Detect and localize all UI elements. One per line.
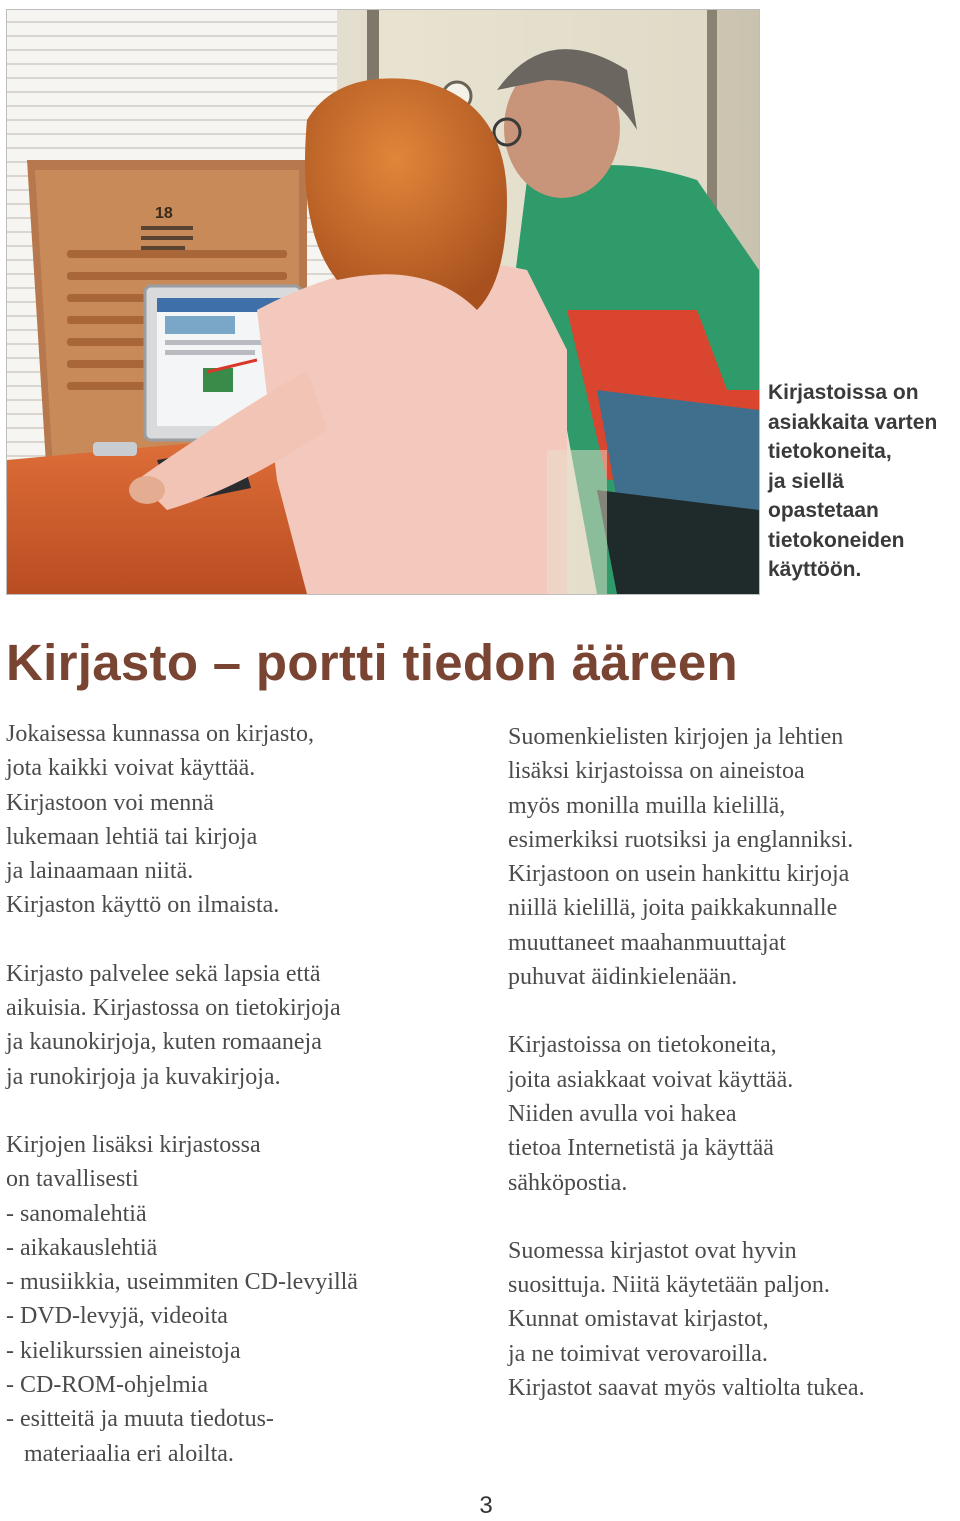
text-line: Kirjasto palvelee sekä lapsia että: [6, 960, 321, 987]
mouse-device: [93, 442, 137, 456]
text-line: esimerkiksi ruotsiksi ja englanniksi.: [508, 826, 854, 853]
text-line: Kirjojen lisäksi kirjastossa: [6, 1131, 261, 1158]
text-line: Suomessa kirjastot ovat hyvin: [508, 1237, 797, 1264]
text-line: puhuvat äidinkielenään.: [508, 964, 738, 991]
text-line: suosittuja. Niitä käytetään paljon.: [508, 1272, 830, 1299]
text-line: muuttaneet maahanmuuttajat: [508, 929, 786, 956]
text-line: lisäksi kirjastoissa on aineistoa: [508, 758, 805, 785]
photo-illustration: [7, 10, 759, 594]
page-number: 3: [479, 1492, 493, 1519]
text-line: jota kaikki voivat käyttää.: [6, 755, 256, 782]
text-line: tietoa Internetistä ja käyttää: [508, 1135, 774, 1162]
list-item: - esitteitä ja muuta tiedotus-: [6, 1406, 274, 1433]
page-heading: Kirjasto – portti tiedon ääreen: [6, 634, 738, 691]
text-line: Jokaisessa kunnassa on kirjasto,: [6, 721, 314, 747]
right-column: [508, 720, 948, 1439]
text-line: myös monilla muilla kielillä,: [508, 792, 786, 819]
list-item: - kielikurssien aineistoja: [6, 1337, 241, 1364]
paragraph-intro: [6, 717, 476, 923]
list-item-continuation: materiaalia eri aloilta.: [24, 1440, 234, 1467]
text-line: Kirjastot saavat myös valtiolta tukea.: [508, 1375, 865, 1402]
caption-line: käyttöön.: [768, 558, 862, 581]
text-line: ja lainaamaan niitä.: [6, 858, 194, 885]
text-line: Suomenkielisten kirjojen ja lehtien: [508, 724, 844, 750]
text-line: joita asiakkaat voivat käyttää.: [508, 1066, 794, 1093]
paragraph-books: [6, 957, 476, 1094]
caption-line: Kirjastoissa on: [768, 381, 919, 404]
text-line: Kirjastoon on usein hankittu kirjoja: [508, 861, 850, 888]
caption-line: tietokoneiden: [768, 528, 905, 552]
caption-line: ja siellä: [768, 469, 844, 493]
text-line: lukemaan lehtiä tai kirjoja: [6, 823, 258, 850]
kiosk-number: 18: [155, 205, 173, 222]
paragraph-popularity: [508, 1234, 948, 1405]
text-line: ja runokirjoja ja kuvakirjoja.: [6, 1063, 281, 1090]
text-line: Kirjastoon voi mennä: [6, 789, 214, 816]
caption-line: tietokoneita,: [768, 440, 892, 463]
list-item: - CD-ROM-ohjelmia: [6, 1372, 208, 1399]
library-photo: [6, 9, 760, 595]
list-item: - aikakauslehtiä: [6, 1234, 158, 1261]
left-column: [6, 717, 476, 1505]
text-line: ja kaunokirjoja, kuten romaaneja: [6, 1029, 322, 1056]
text-line: aikuisia. Kirjastossa on tietokirjoja: [6, 995, 341, 1022]
list-item: - DVD-levyjä, videoita: [6, 1303, 228, 1330]
text-line: sähköpostia.: [508, 1169, 628, 1196]
text-line: ja ne toimivat verovaroilla.: [508, 1340, 768, 1367]
text-line: Kirjaston käyttö on ilmaista.: [6, 892, 280, 919]
text-line: Kunnat omistavat kirjastot,: [508, 1306, 769, 1333]
text-line: niillä kielillä, joita paikkakunnalle: [508, 895, 838, 922]
paragraph-languages: [508, 720, 948, 994]
caption-line: asiakkaita varten: [768, 410, 938, 434]
caption-line: opastetaan: [768, 499, 879, 522]
list-item: - musiikkia, useimmiten CD-levyillä: [6, 1269, 358, 1296]
text-line: Kirjastoissa on tietokoneita,: [508, 1032, 777, 1059]
paragraph-computers: [508, 1028, 948, 1199]
photo-caption: [768, 378, 960, 585]
paragraph-materials-list: [6, 1128, 476, 1471]
text-line: Niiden avulla voi hakea: [508, 1100, 737, 1127]
text-line: on tavallisesti: [6, 1166, 139, 1193]
list-item: - sanomalehtiä: [6, 1200, 147, 1227]
